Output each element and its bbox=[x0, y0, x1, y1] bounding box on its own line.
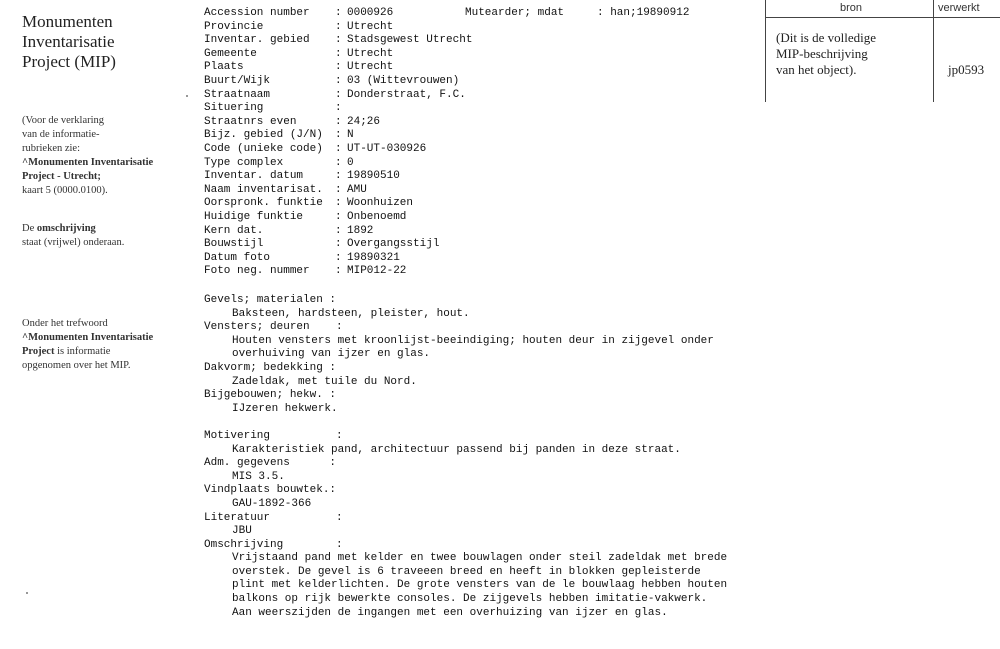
note-bold-text: Project - Utrecht; bbox=[22, 171, 101, 182]
table-header-line bbox=[765, 17, 1000, 18]
field-label: Inventar. gebied bbox=[204, 34, 310, 47]
sidebar-title bbox=[22, 12, 116, 72]
field-label: Plaats bbox=[204, 61, 244, 74]
bron-line: (Dit is de volledige bbox=[776, 30, 877, 45]
field-value: 0 bbox=[347, 156, 354, 169]
note-bold-text: omschrijving bbox=[36, 223, 96, 234]
section-text-line: IJzeren hekwerk. bbox=[232, 402, 338, 415]
field-label: Gemeente bbox=[204, 47, 257, 60]
section-text-line: Karakteristiek pand, architectuur passend bij panden in deze straat. bbox=[232, 443, 681, 456]
field-colon: : bbox=[335, 129, 342, 142]
note-line: (Voor de verklaring bbox=[22, 115, 105, 126]
record-section bbox=[204, 362, 727, 389]
note-bold-text: ^Monumenten Inventarisatie bbox=[22, 332, 154, 343]
section-heading: Vindplaats bouwtek.: bbox=[204, 484, 337, 497]
field-label: Provincie bbox=[204, 20, 264, 33]
title-line-2: Inventarisatie bbox=[22, 32, 115, 51]
note-bold-text: ^Monumenten Inventarisatie bbox=[22, 157, 154, 168]
field-colon: : bbox=[335, 61, 342, 74]
mutator-value: : han;19890912 bbox=[597, 7, 690, 19]
field-value: 1892 bbox=[347, 224, 374, 237]
field-colon: : bbox=[335, 34, 342, 47]
field-label: Foto neg. nummer bbox=[204, 265, 310, 278]
note-line: Onder het trefwoord bbox=[22, 318, 108, 329]
source-table bbox=[765, 0, 1000, 102]
field-colon: : bbox=[335, 224, 342, 237]
field-colon: : bbox=[335, 102, 342, 115]
field-label: Accession number bbox=[204, 7, 310, 19]
field-value: Utrecht bbox=[347, 20, 394, 33]
field-label: Oorspronk. funktie bbox=[204, 197, 323, 210]
field-label: Kern dat. bbox=[204, 224, 264, 237]
field-colon: : bbox=[335, 20, 342, 33]
section-text-line: GAU-1892-366 bbox=[232, 497, 312, 510]
field-label: Code (unieke code) bbox=[204, 142, 323, 155]
section-text-line: Aan weerszijden de ingangen met een overhuizing van ijzer en glas. bbox=[232, 606, 668, 619]
field-colon: : bbox=[335, 88, 342, 101]
field-value: 19890321 bbox=[347, 251, 400, 264]
field-label: Straatnaam bbox=[204, 88, 271, 101]
field-value: UT-UT-030926 bbox=[347, 142, 427, 155]
section-text-line: balkons op rijk bewerkte consoles. De zijgevels hebben imitatie-vakwerk. bbox=[232, 593, 708, 606]
section-heading: Vensters; deuren : bbox=[204, 321, 343, 334]
field-label: Naam inventarisat. bbox=[204, 183, 323, 196]
field-label: Bouwstijl bbox=[204, 238, 264, 251]
field-colon: : bbox=[335, 115, 342, 128]
mutator-label: Mutearder; mdat bbox=[465, 7, 565, 19]
record-section bbox=[204, 294, 727, 321]
field-value: MIP012-22 bbox=[347, 265, 407, 278]
field-colon: : bbox=[335, 183, 342, 196]
field-label: Situering bbox=[204, 102, 264, 115]
section-text-line: overhuiving van ijzer en glas. bbox=[232, 348, 431, 361]
section-heading: Literatuur : bbox=[204, 511, 343, 524]
section-text-line: Zadeldak, met tuile du Nord. bbox=[232, 375, 417, 388]
header-bron: bron bbox=[840, 2, 863, 14]
field-label: Straatnrs even bbox=[204, 115, 297, 128]
table-border bbox=[765, 0, 766, 102]
section-heading: Bijgebouwen; hekw. : bbox=[204, 389, 337, 402]
field-colon: : bbox=[335, 142, 342, 155]
scan-speck bbox=[186, 95, 188, 97]
field-colon: : bbox=[335, 7, 342, 19]
title-line-3: Project (MIP) bbox=[22, 52, 116, 71]
section-text-line: plint met kelderlichten. De grote vensters van de le bouwlaag hebben houten bbox=[232, 579, 728, 592]
field-label: Type complex bbox=[204, 156, 284, 169]
field-colon: : bbox=[335, 74, 342, 87]
field-value: Utrecht bbox=[347, 61, 394, 74]
section-text-line: JBU bbox=[232, 525, 252, 538]
field-value: 19890510 bbox=[347, 170, 400, 183]
section-heading: Adm. gegevens : bbox=[204, 457, 337, 470]
bron-line: van het object). bbox=[776, 62, 857, 77]
field-value: Donderstraat, F.C. bbox=[347, 88, 466, 101]
field-label: Datum foto bbox=[204, 251, 271, 264]
field-colon: : bbox=[335, 47, 342, 60]
field-colon: : bbox=[335, 197, 342, 210]
section-heading: Dakvorm; bedekking : bbox=[204, 361, 337, 374]
field-value: Stadsgewest Utrecht bbox=[347, 34, 473, 47]
bron-cell bbox=[776, 30, 876, 78]
field-value: AMU bbox=[347, 183, 367, 196]
note-text: De bbox=[22, 223, 37, 234]
note-bold-text: Project bbox=[22, 346, 55, 357]
field-value: Woonhuizen bbox=[347, 197, 414, 210]
sidebar-note-keyword bbox=[22, 317, 153, 373]
field-value: Onbenoemd bbox=[347, 210, 407, 223]
field-value: 24;26 bbox=[347, 115, 381, 128]
field-value: N bbox=[347, 129, 354, 142]
record-section bbox=[204, 512, 727, 539]
field-colon: : bbox=[335, 251, 342, 264]
section-text-line: Baksteen, hardsteen, pleister, hout. bbox=[232, 307, 470, 320]
section-text-line: Houten vensters met kroonlijst-beeindiging; houten deur in zijgevel onder bbox=[232, 334, 714, 347]
bron-line: MIP-beschrijving bbox=[776, 46, 868, 61]
verwerkt-cell: jp0593 bbox=[948, 62, 985, 77]
field-value: Utrecht bbox=[347, 47, 394, 60]
field-label: Bijz. gebied (J/N) bbox=[204, 129, 323, 142]
record-section bbox=[204, 484, 727, 511]
field-label: Buurt/Wijk bbox=[204, 74, 271, 87]
record-section bbox=[204, 539, 727, 621]
record-section bbox=[204, 389, 727, 416]
field-colon: : bbox=[335, 210, 342, 223]
note-line: kaart 5 (0000.0100). bbox=[22, 185, 108, 196]
note-line: staat (vrijwel) onderaan. bbox=[22, 237, 125, 248]
field-label: Huidige funktie bbox=[204, 210, 304, 223]
field-colon: : bbox=[335, 265, 342, 278]
section-gap bbox=[204, 416, 727, 430]
field-colon: : bbox=[335, 170, 342, 183]
note-line: opgenomen over het MIP. bbox=[22, 360, 131, 371]
note-line: rubrieken zie: bbox=[22, 143, 81, 154]
sidebar-note-description bbox=[22, 222, 124, 250]
section-heading: Omschrijving : bbox=[204, 538, 343, 551]
record-section bbox=[204, 457, 727, 484]
field-value: 0000926 bbox=[347, 7, 394, 19]
note-text: is informatie bbox=[54, 346, 111, 357]
section-heading: Gevels; materialen : bbox=[204, 294, 337, 306]
field-value: 03 (Wittevrouwen) bbox=[347, 74, 460, 87]
field-colon: : bbox=[335, 238, 342, 251]
note-line: van de informatie- bbox=[22, 129, 100, 140]
field-label: Inventar. datum bbox=[204, 170, 304, 183]
record-section bbox=[204, 321, 727, 362]
section-text-line: Vrijstaand pand met kelder en twee bouwlagen onder steil zadeldak met brede bbox=[232, 552, 728, 565]
section-text-line: MIS 3.5. bbox=[232, 470, 285, 483]
record-sections bbox=[204, 294, 727, 620]
field-colon: : bbox=[335, 156, 342, 169]
header-verwerkt: verwerkt bbox=[938, 2, 980, 14]
record-section bbox=[204, 430, 727, 457]
field-value: Overgangsstijl bbox=[347, 238, 440, 251]
section-text-line: overstek. De gevel is 6 traveeen breed en heeft in blokken gepleisterde bbox=[232, 565, 701, 578]
title-line-1: Monumenten bbox=[22, 12, 113, 31]
section-heading: Motivering : bbox=[204, 429, 343, 442]
scan-speck bbox=[26, 592, 28, 594]
table-divider bbox=[933, 0, 934, 102]
sidebar-note-reference bbox=[22, 114, 153, 198]
